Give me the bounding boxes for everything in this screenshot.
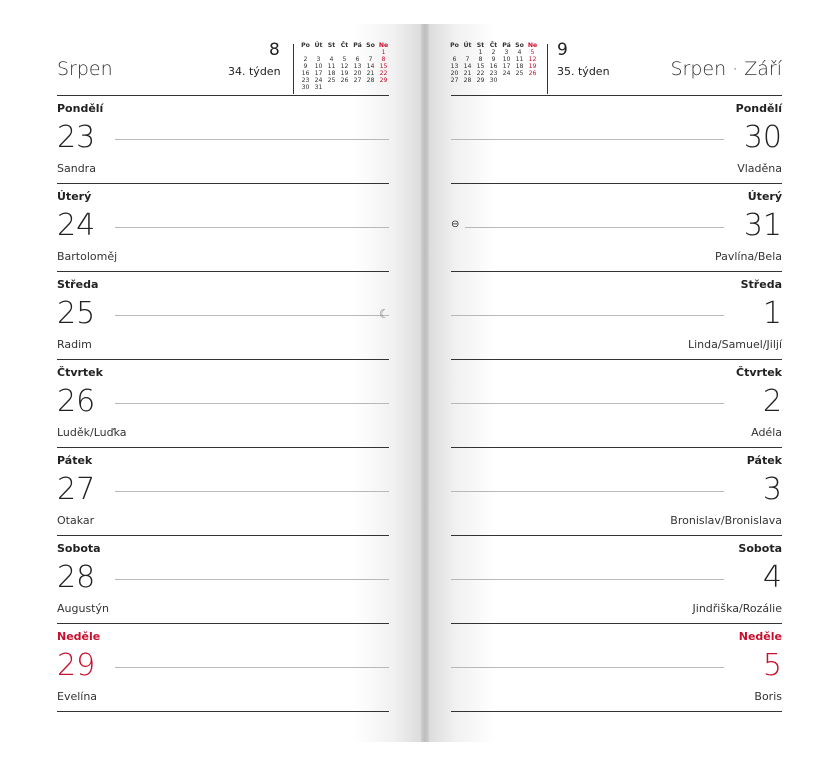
mini-calendar-week-row xyxy=(448,77,539,84)
mini-calendar-date: 19 xyxy=(528,63,537,70)
day-number: 30 xyxy=(743,120,782,155)
day-name: Sobota xyxy=(738,542,782,555)
mini-calendar-date: 25 xyxy=(515,70,524,77)
writing-line xyxy=(451,139,724,140)
name-day: Adéla xyxy=(751,426,782,439)
mini-calendar-date: 17 xyxy=(314,70,323,77)
mini-calendar-date: 9 xyxy=(491,56,496,63)
right-mini-calendar xyxy=(448,42,539,84)
day-number: 3 xyxy=(762,472,782,507)
mini-calendar-date xyxy=(500,77,513,84)
day-name: Pondělí xyxy=(735,102,782,115)
mini-calendar-date: 5 xyxy=(342,56,347,63)
day-separator xyxy=(451,711,782,712)
mini-calendar-weekday: Ne xyxy=(378,42,389,49)
day-name: Sobota xyxy=(57,542,101,555)
day-block xyxy=(57,183,389,271)
mini-calendar-week-row xyxy=(448,63,539,70)
mini-calendar-date xyxy=(513,77,526,84)
mini-calendar-week-row xyxy=(448,49,539,56)
day-block xyxy=(57,623,389,711)
mini-calendar-date: 23 xyxy=(301,77,310,84)
mini-calendar-week-row xyxy=(299,77,390,84)
mini-calendar-date: 13 xyxy=(450,63,459,70)
mini-calendar-date: 1 xyxy=(381,49,386,56)
day-block xyxy=(57,95,389,183)
day-separator xyxy=(57,711,389,712)
book-gutter xyxy=(421,24,429,742)
writing-line xyxy=(451,403,724,404)
mini-calendar-date: 27 xyxy=(450,77,459,84)
day-number: 1 xyxy=(762,296,782,331)
writing-line xyxy=(115,227,389,228)
mini-calendar-date: 26 xyxy=(528,70,537,77)
mini-calendar-date: 8 xyxy=(478,56,483,63)
right-week-label: 35. týden xyxy=(557,65,610,78)
mini-calendar-date: 15 xyxy=(476,63,485,70)
mini-calendar-date: 27 xyxy=(353,77,362,84)
mini-calendar-date: 1 xyxy=(478,49,483,56)
day-name: Úterý xyxy=(747,190,782,203)
writing-line xyxy=(115,579,389,580)
mini-calendar-date: 14 xyxy=(463,63,472,70)
mini-calendar-date: 3 xyxy=(316,56,321,63)
day-block xyxy=(451,359,782,447)
mini-calendar-date: 17 xyxy=(502,63,511,70)
name-day: Bronislav/Bronislava xyxy=(670,514,782,527)
name-day: Boris xyxy=(754,690,782,703)
mini-calendar-date: 9 xyxy=(303,63,308,70)
day-number: 25 xyxy=(57,296,96,331)
right-month-title: Srpen · Září xyxy=(670,58,782,80)
name-day: Bartoloměj xyxy=(57,250,118,263)
name-day: Radim xyxy=(57,338,92,351)
day-block xyxy=(451,183,782,271)
mini-calendar-date xyxy=(299,49,312,56)
day-name: Úterý xyxy=(57,190,92,203)
day-number: 2 xyxy=(762,384,782,419)
day-name: Pátek xyxy=(746,454,782,467)
mini-calendar-weekday: So xyxy=(366,42,375,49)
mini-calendar-date: 20 xyxy=(450,70,459,77)
mini-calendar-date: 18 xyxy=(515,63,524,70)
mini-calendar-date: 28 xyxy=(463,77,472,84)
mini-calendar-date: 2 xyxy=(303,56,308,63)
mini-calendar-date: 4 xyxy=(517,49,522,56)
writing-line xyxy=(115,315,389,316)
mini-calendar-date xyxy=(338,84,351,91)
mini-calendar-date xyxy=(377,84,390,91)
mini-calendar-date xyxy=(364,84,377,91)
mini-calendar-header-row xyxy=(299,42,390,49)
mini-calendar-date: 7 xyxy=(465,56,470,63)
day-name: Pondělí xyxy=(57,102,104,115)
mini-calendar-weekday: St xyxy=(476,42,485,49)
mini-calendar-date: 22 xyxy=(476,70,485,77)
mini-calendar-date: 29 xyxy=(379,77,388,84)
day-number: 5 xyxy=(762,648,782,683)
mini-calendar-header-row xyxy=(448,42,539,49)
mini-calendar-date: 30 xyxy=(301,84,310,91)
mini-calendar-date: 16 xyxy=(301,70,310,77)
day-name: Neděle xyxy=(57,630,101,643)
day-block xyxy=(451,623,782,711)
mini-calendar-weekday: Út xyxy=(463,42,472,49)
mini-calendar-date: 31 xyxy=(314,84,323,91)
mini-calendar-date: 10 xyxy=(314,63,323,70)
day-number: 26 xyxy=(57,384,96,419)
name-day: Otakar xyxy=(57,514,95,527)
mini-calendar-date: 6 xyxy=(452,56,457,63)
mini-calendar-date: 10 xyxy=(502,56,511,63)
writing-line xyxy=(451,667,724,668)
writing-line xyxy=(451,579,724,580)
mini-calendar-date xyxy=(338,49,351,56)
day-name: Středa xyxy=(57,278,99,291)
mini-calendar-week-row xyxy=(299,56,390,63)
mini-calendar-week-row xyxy=(299,84,390,91)
day-number: 23 xyxy=(57,120,96,155)
mini-calendar-weekday: Út xyxy=(314,42,323,49)
mini-calendar-date: 21 xyxy=(366,70,375,77)
name-day: Linda/Samuel/Jiljí xyxy=(688,338,782,351)
day-block xyxy=(57,535,389,623)
mini-calendar-date: 4 xyxy=(329,56,334,63)
mini-calendar-date xyxy=(312,49,325,56)
mini-calendar-date xyxy=(461,49,474,56)
left-week-label: 34. týden xyxy=(228,65,281,78)
mini-calendar-date: 18 xyxy=(327,70,336,77)
day-block xyxy=(57,359,389,447)
mini-calendar-date xyxy=(364,49,377,56)
day-name: Čtvrtek xyxy=(736,366,782,379)
mini-calendar-weekday: Ne xyxy=(527,42,538,49)
mini-calendar-date xyxy=(325,49,338,56)
day-number: 28 xyxy=(57,560,96,595)
name-day: Pavlína/Bela xyxy=(714,250,782,263)
mini-calendar-weekday: So xyxy=(515,42,524,49)
day-block xyxy=(451,447,782,535)
mini-calendar-date: 24 xyxy=(502,70,511,77)
writing-line xyxy=(451,491,724,492)
left-header-divider xyxy=(293,44,294,94)
mini-calendar-date xyxy=(448,49,461,56)
left-mini-calendar xyxy=(299,42,390,91)
right-week-number: 9 xyxy=(557,40,568,60)
mini-calendar-date xyxy=(351,84,364,91)
mini-calendar-date: 19 xyxy=(340,70,349,77)
mini-calendar-date: 14 xyxy=(366,63,375,70)
mini-calendar-date: 25 xyxy=(327,77,336,84)
day-number: 27 xyxy=(57,472,96,507)
left-month-title: Srpen xyxy=(57,58,113,80)
mini-calendar-week-row xyxy=(299,63,390,70)
mini-calendar-date: 12 xyxy=(340,63,349,70)
mini-calendar-weekday: Pá xyxy=(353,42,362,49)
left-week-number: 8 xyxy=(269,40,280,60)
mini-calendar-date: 12 xyxy=(528,56,537,63)
day-block xyxy=(57,447,389,535)
name-day: Luděk/Luďka xyxy=(57,426,127,439)
mini-calendar-weekday: Po xyxy=(301,42,310,49)
mini-calendar-date: 26 xyxy=(340,77,349,84)
day-block xyxy=(57,271,389,359)
name-day: Jindřiška/Rozálie xyxy=(692,602,782,615)
day-name: Pátek xyxy=(57,454,93,467)
day-block xyxy=(451,535,782,623)
mini-calendar-date: 11 xyxy=(327,63,336,70)
mini-calendar-date: 15 xyxy=(379,63,388,70)
mini-calendar-date: 29 xyxy=(476,77,485,84)
mini-calendar-weekday: Čt xyxy=(340,42,349,49)
mini-calendar-date: 21 xyxy=(463,70,472,77)
writing-line xyxy=(115,139,389,140)
name-day: Sandra xyxy=(57,162,96,175)
writing-line xyxy=(115,667,389,668)
mini-calendar-date: 16 xyxy=(489,63,498,70)
name-day: Evelína xyxy=(57,690,98,703)
mini-calendar-date: 22 xyxy=(379,70,388,77)
day-number: 4 xyxy=(762,560,782,595)
mini-calendar-weekday: Pá xyxy=(502,42,511,49)
name-day: Vladěna xyxy=(737,162,782,175)
mini-calendar-week-row xyxy=(299,49,390,56)
writing-line xyxy=(115,491,389,492)
mini-calendar-week-row xyxy=(299,70,390,77)
mini-calendar-date: 11 xyxy=(515,56,524,63)
day-number: 29 xyxy=(57,648,96,683)
moon-phase-icon: ☾ xyxy=(379,307,390,321)
day-name: Neděle xyxy=(738,630,782,643)
mini-calendar-weekday: Čt xyxy=(489,42,498,49)
writing-line xyxy=(115,403,389,404)
name-day: Augustýn xyxy=(57,602,109,615)
day-name: Čtvrtek xyxy=(57,366,103,379)
day-block xyxy=(451,95,782,183)
day-number: 24 xyxy=(57,208,96,243)
mini-calendar-date xyxy=(526,77,539,84)
right-header-divider xyxy=(547,44,548,94)
mini-calendar-weekday: St xyxy=(327,42,336,49)
mini-calendar-date: 2 xyxy=(491,49,496,56)
mini-calendar-date: 23 xyxy=(489,70,498,77)
mini-calendar-date: 8 xyxy=(381,56,386,63)
writing-line xyxy=(451,315,724,316)
mini-calendar-date: 28 xyxy=(366,77,375,84)
mini-calendar-date: 6 xyxy=(355,56,360,63)
mini-calendar-date: 30 xyxy=(489,77,498,84)
mini-calendar-date: 20 xyxy=(353,70,362,77)
mini-calendar-date: 24 xyxy=(314,77,323,84)
mini-calendar-week-row xyxy=(448,70,539,77)
day-block xyxy=(451,271,782,359)
day-name: Středa xyxy=(740,278,782,291)
mini-calendar-weekday: Po xyxy=(450,42,459,49)
eclipse-icon: ⊖ xyxy=(451,219,460,230)
mini-calendar-date xyxy=(351,49,364,56)
mini-calendar-date: 5 xyxy=(530,49,535,56)
mini-calendar-date: 13 xyxy=(353,63,362,70)
mini-calendar-date: 3 xyxy=(504,49,509,56)
mini-calendar-date: 7 xyxy=(368,56,373,63)
mini-calendar-date xyxy=(325,84,338,91)
mini-calendar-week-row xyxy=(448,56,539,63)
day-number: 31 xyxy=(743,208,782,243)
writing-line xyxy=(465,227,724,228)
